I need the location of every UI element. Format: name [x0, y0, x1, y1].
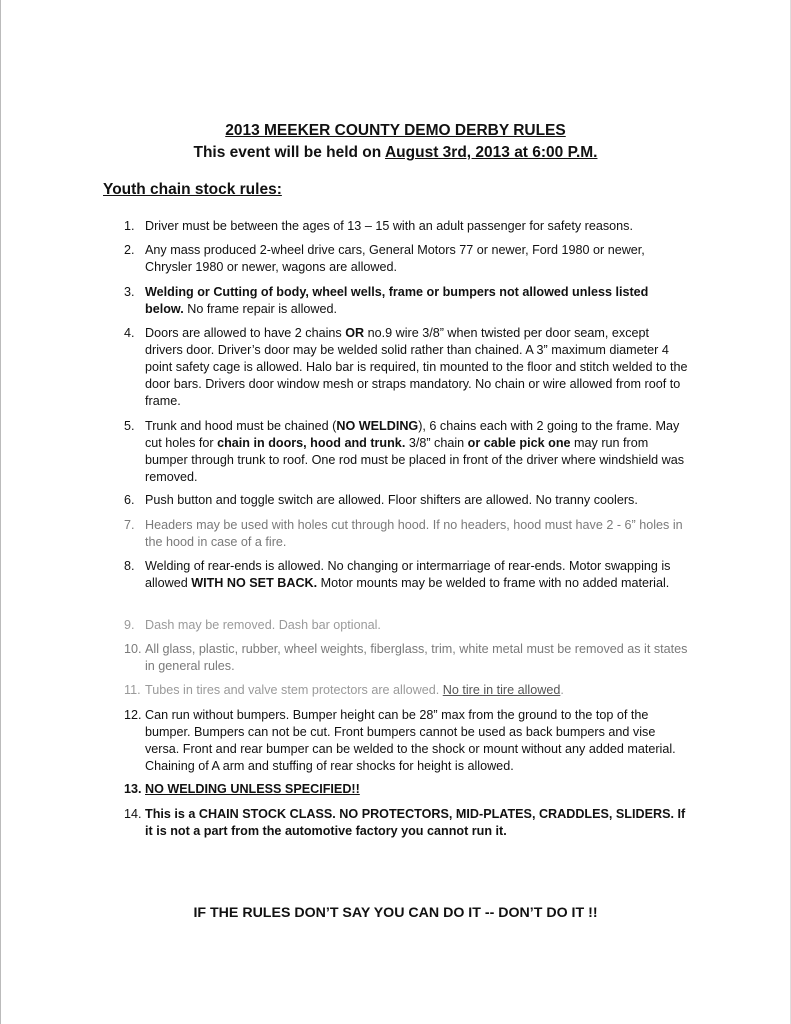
rule-text-part: NO WELDING UNLESS SPECIFIED!!	[145, 782, 360, 796]
rule-number: 11.	[124, 683, 141, 697]
rule-text-part: Trunk and hood must be chained (	[145, 419, 337, 433]
rule-number: 5.	[124, 419, 135, 433]
rule-text-part: WITH NO SET BACK.	[191, 576, 318, 590]
rule-text-part: Motor mounts may be welded to frame with no added material.	[317, 576, 670, 590]
rule-text-part: Push button and toggle switch are allowed. Floor shifters are allowed. No tranny coolers.	[145, 493, 638, 507]
rule-text	[145, 218, 690, 235]
rule-text	[145, 558, 690, 592]
rule-number: 2.	[124, 243, 135, 257]
rule-text-part: This is a CHAIN STOCK CLASS. NO PROTECTORS, MID-PLATES, CRADDLES, SLIDERS. If it is not a part from the automotive factory you cannot run it.	[145, 807, 686, 838]
rule-text-part: OR	[345, 326, 365, 340]
rule-text	[145, 517, 690, 551]
rule-text-part: no.9 wire 3/8” when twisted per door seam, except drivers door. Driver’s door may be welded solid rather than chained. A 3” maximum diameter 4 point safety cage is allowed. Halo bar is required, tin mounted to the floor and stitch welded to the door bars. Drivers door window mesh or straps mandatory. No chain or wire allowed from roof to frame.	[145, 326, 688, 408]
event-date-line	[0, 144, 791, 162]
rule-text-part: All glass, plastic, rubber, wheel weights, fiberglass, trim, white metal must be removed as it states in general rules.	[145, 642, 688, 673]
event-date-prefix: This event will be held on	[193, 144, 385, 161]
rule-text	[145, 707, 690, 775]
rule-number: 6.	[124, 493, 135, 507]
rule-number: 8.	[124, 559, 135, 573]
rule-text	[145, 242, 690, 276]
rule-text-part: may run from bumper through trunk to roof. One rod must be placed in front of the driver where windshield was removed.	[145, 436, 685, 484]
rule-text-part: .	[560, 683, 564, 697]
rule-text-part: Welding or Cutting of body, wheel wells, frame or bumpers not allowed unless listed below.	[145, 285, 649, 316]
rule-number: 3.	[124, 285, 135, 299]
rule-text-part: Tubes in tires and valve stem protectors are allowed.	[145, 683, 443, 697]
rule-number: 13.	[124, 782, 142, 796]
rule-text	[145, 325, 690, 410]
rule-number: 9.	[124, 618, 135, 632]
rule-text-part: Can run without bumpers. Bumper height can be 28” max from the ground to the top of the bumper. Bumpers can not be cut. Front bumpers cannot be used as back bumpers and vise versa. Front and rear bumper can be welded to the shock or mount without any added material. Chaining of A arm and stuffing of rear shocks for height is allowed.	[145, 708, 676, 773]
rule-number: 14.	[124, 807, 142, 821]
closing-statement: IF THE RULES DON’T SAY YOU CAN DO IT -- DON’T DO IT !!	[193, 905, 598, 921]
rule-text-part: Dash may be removed. Dash bar optional.	[145, 618, 381, 632]
rule-text-part: Headers may be used with holes cut through hood. If no headers, hood must have 2 - 6” holes in the hood in case of a fire.	[145, 518, 683, 549]
rule-text-part: Doors are allowed to have 2 chains	[145, 326, 346, 340]
rule-number: 10.	[124, 642, 142, 656]
rule-text	[145, 617, 690, 634]
rule-text	[145, 806, 690, 840]
rule-text	[145, 641, 690, 675]
rule-text	[145, 284, 690, 318]
rule-text-part: No frame repair is allowed.	[183, 302, 338, 316]
rule-text	[145, 682, 690, 699]
section-title: Youth chain stock rules:	[103, 181, 282, 198]
rule-text-part: No tire in tire allowed	[442, 683, 561, 697]
rule-text-part: ), 6 chains each with 2 going to the frame. May cut holes for	[145, 419, 680, 450]
event-date: August 3rd, 2013 at 6:00 P.M.	[384, 144, 598, 161]
rule-number: 7.	[124, 518, 135, 532]
rule-text-part: or cable pick one	[467, 436, 571, 450]
rule-number: 4.	[124, 326, 135, 340]
rule-number: 1.	[124, 219, 135, 233]
rule-text	[145, 781, 690, 798]
rule-text-part: Any mass produced 2-wheel drive cars, General Motors 77 or newer, Ford 1980 or newer, Chrysler 1980 or newer, wagons are allowed.	[145, 243, 645, 274]
rule-text-part: chain in doors, hood and trunk.	[217, 436, 406, 450]
rule-text-part: Driver must be between the ages of 13 – 15 with an adult passenger for safety reasons.	[145, 219, 633, 233]
rule-text-part: Welding of rear-ends is allowed. No changing or intermarriage of rear-ends. Motor swapping is allowed	[145, 559, 671, 590]
rule-number: 12.	[124, 708, 142, 722]
rule-text	[145, 492, 690, 509]
rule-text	[145, 418, 690, 486]
document-title: 2013 MEEKER COUNTY DEMO DERBY RULES	[225, 122, 566, 139]
rule-text-part: NO WELDING	[336, 419, 419, 433]
rule-text-part: 3/8” chain	[405, 436, 468, 450]
